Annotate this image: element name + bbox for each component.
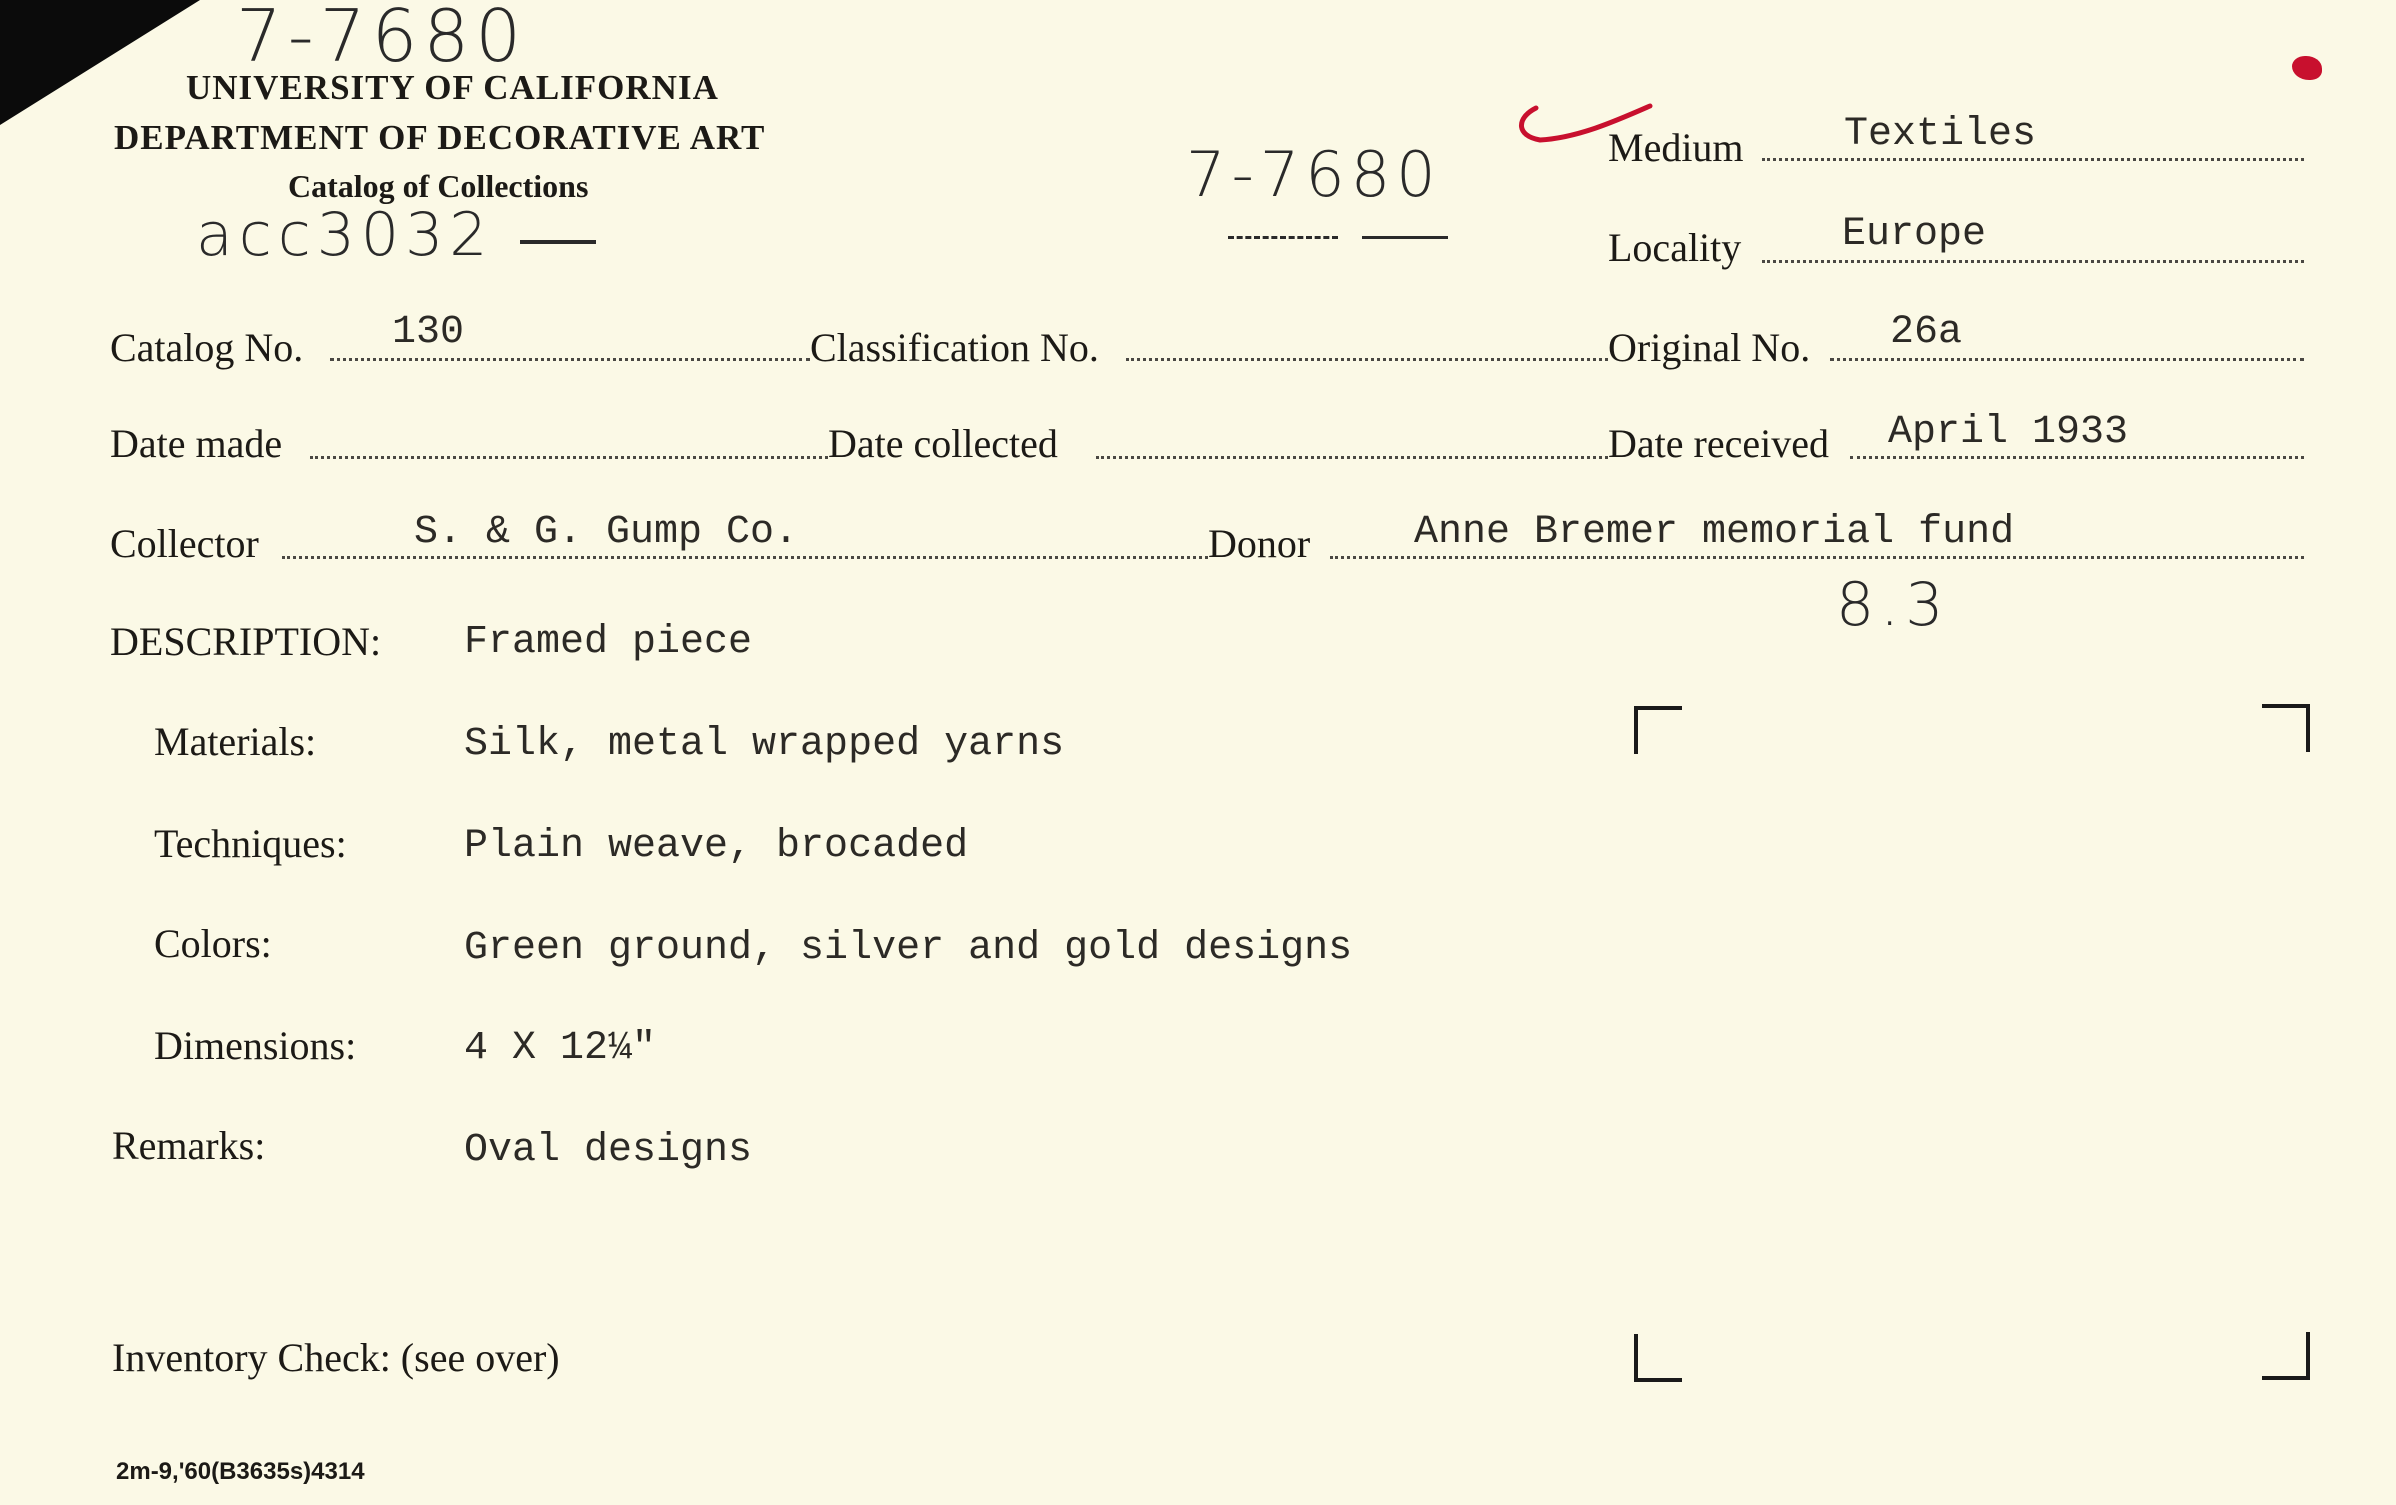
original-no-line (1830, 358, 2304, 361)
medium-label: Medium (1608, 125, 1744, 170)
acc-underline (520, 240, 596, 244)
medium-value: Textiles (1844, 112, 2037, 157)
remarks-label: Remarks: (112, 1123, 266, 1168)
header-university: UNIVERSITY OF CALIFORNIA (186, 68, 719, 107)
print-code: 2m-9,'60(B3635s)4314 (116, 1458, 365, 1485)
date-received-line (1850, 456, 2304, 459)
date-received-label: Date received (1608, 421, 1829, 466)
header-department: DEPARTMENT OF DECORATIVE ART (114, 118, 766, 157)
description-value: Framed piece (464, 620, 753, 665)
catalog-no-value: 130 (392, 310, 465, 355)
dimensions-label: Dimensions: (154, 1023, 357, 1068)
inventory-check: Inventory Check: (see over) (112, 1335, 560, 1380)
locality-value: Europe (1842, 212, 1987, 257)
date-made-line (310, 456, 828, 459)
materials-label: Materials: (154, 719, 317, 764)
middle-underline-2 (1362, 236, 1448, 239)
date-made-label: Date made (110, 421, 283, 466)
date-collected-label: Date collected (828, 421, 1058, 466)
colors-label: Colors: (154, 921, 272, 966)
original-no-value: 26a (1890, 310, 1963, 355)
collector-line (282, 556, 1208, 559)
corner-cut (0, 0, 200, 125)
bracket-top-left (1634, 706, 1682, 754)
catalog-no-label: Catalog No. (110, 325, 304, 370)
colors-value: Green ground, silver and gold designs (464, 926, 1353, 971)
description-heading: DESCRIPTION: (110, 619, 382, 664)
materials-value: Silk, metal wrapped yarns (464, 722, 1065, 767)
bracket-bottom-left (1634, 1334, 1682, 1382)
classification-no-line (1126, 358, 1608, 361)
date-received-value: April 1933 (1888, 410, 2129, 455)
middle-underline-1 (1228, 236, 1338, 239)
bracket-bottom-right (2262, 1332, 2310, 1380)
date-collected-line (1096, 456, 1608, 459)
classification-no-label: Classification No. (810, 325, 1099, 370)
donor-line (1330, 556, 2304, 559)
dimensions-value: 4 X 12¼" (464, 1026, 657, 1071)
locality-line (1762, 260, 2304, 263)
techniques-label: Techniques: (154, 821, 347, 866)
handwritten-middle-number: 7-7680 (1186, 138, 1442, 211)
bracket-top-right (2262, 704, 2310, 752)
header-catalog: Catalog of Collections (288, 168, 589, 204)
handwritten-top-number: 7-7680 (236, 0, 528, 78)
locality-label: Locality (1608, 225, 1742, 270)
medium-line (1762, 158, 2304, 161)
red-dot-mark (2292, 56, 2322, 80)
original-no-label: Original No. (1608, 325, 1811, 370)
donor-label: Donor (1208, 521, 1311, 566)
handwritten-acc-number: acc3032 (196, 200, 494, 270)
remarks-value: Oval designs (464, 1128, 753, 1173)
techniques-value: Plain weave, brocaded (464, 824, 969, 869)
collector-label: Collector (110, 521, 259, 566)
collector-value: S. & G. Gump Co. (414, 510, 799, 555)
handwritten-fraction: 8.3 (1836, 570, 1950, 640)
catalog-no-line (330, 358, 810, 361)
donor-value: Anne Bremer memorial fund (1414, 510, 2015, 555)
